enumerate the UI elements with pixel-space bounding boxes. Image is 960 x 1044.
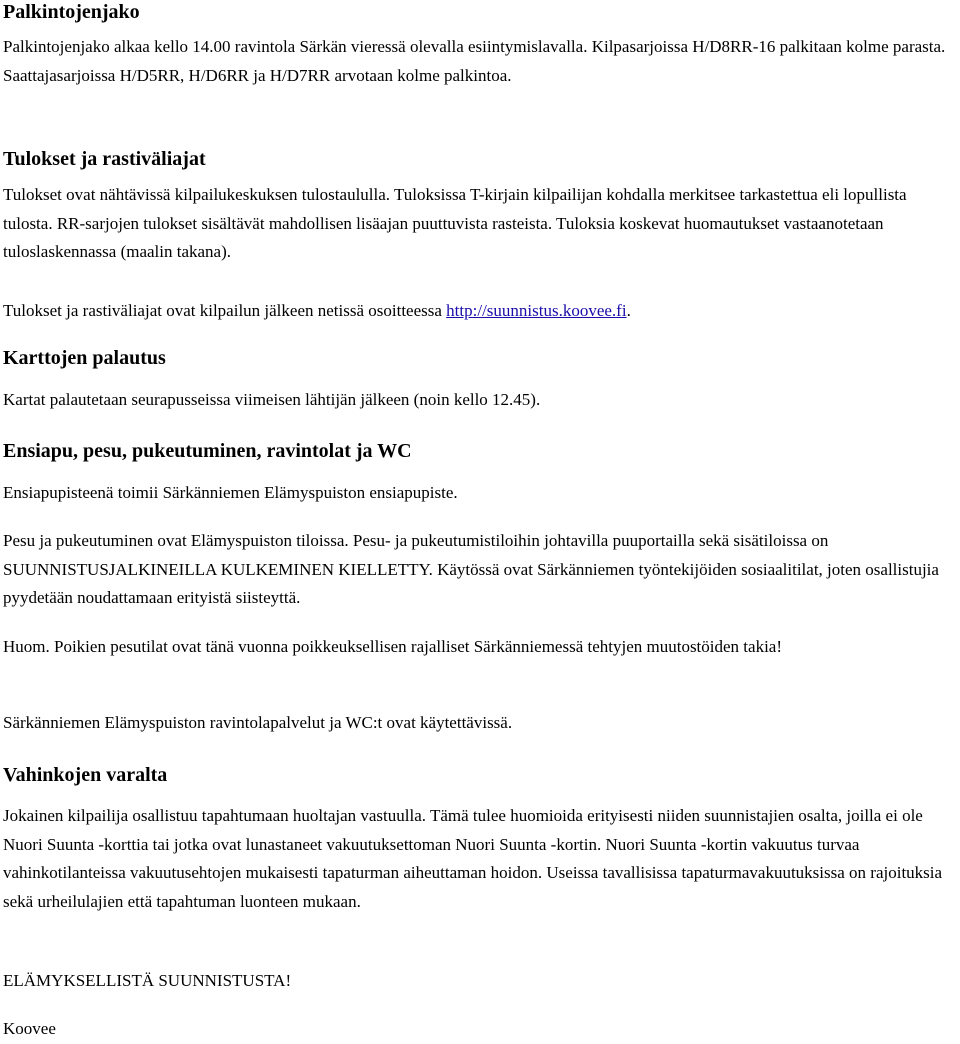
paragraph-ensiapu-2: Pesu ja pukeutuminen ovat Elämyspuiston tiloissa. Pesu- ja pukeutumistiloihin johtavilla puuportailla sekä sisätiloissa on SUUNNISTUSJALKINEILLA KULKEMINEN KIELLETTY. Käytössä ovat Särkänniemen työntekijöiden sosiaalitilat, joten osallistujia pyydetään noudattamaan erityistä siisteyttä. [3, 531, 939, 607]
heading-palkintojenjako: Palkintojenjako [3, 1, 140, 23]
paragraph-ensiapu-1: Ensiapupisteenä toimii Särkänniemen Elämyspuiston ensiapupiste. [3, 483, 458, 502]
paragraph-ensiapu-3: Huom. Poikien pesutilat ovat tänä vuonna poikkeuksellisen rajalliset Särkänniemessä tehtyjen muutostöiden takia! [3, 637, 782, 656]
paragraph-karttojen: Kartat palautetaan seurapusseissa viimeisen lähtijän jälkeen (noin kello 12.45). [3, 390, 541, 409]
closing-text: ELÄMYKSELLISTÄ SUUNNISTUSTA! [3, 971, 292, 990]
paragraph-tulokset: Tulokset ovat nähtävissä kilpailukeskuksen tulostaululla. Tuloksissa T-kirjain kilpailijan kohdalla merkitsee tarkastettua eli lopullista tulosta. RR-sarjojen tulokset sisältävät mahdollisen lisäajan puuttuvista rasteista. Tuloksia koskevat huomautukset vastaanotetaan tuloslaskennassa (maalin takana). [3, 185, 907, 261]
heading-ensiapu: Ensiapu, pesu, pukeutuminen, ravintolat ja WC [3, 440, 412, 462]
results-link[interactable]: http://suunnistus.koovee.fi [446, 301, 627, 320]
paragraph-vahinkojen: Jokainen kilpailija osallistuu tapahtumaan huoltajan vastuulla. Tämä tulee huomioida erityisesti niiden suunnistajien osalta, joilla ei ole Nuori Suunta -korttia tai jotka ovat lunastaneet vakuutuksettoman Nuori Suunta -kortin. Nuori Suunta -kortin vakuutus turvaa vahinkotilanteissa vakuutusehtojen mukaisesti tapaturman aiheuttaman hoidon. Useissa tavallisissa tapaturmavakuutuksissa on rajoituksia sekä urheilulajien että tapahtuman luonteen mukaan. [3, 806, 943, 911]
heading-vahinkojen: Vahinkojen varalta [3, 764, 168, 786]
paragraph-palkintojenjako: Palkintojenjako alkaa kello 14.00 ravintola Särkän vieressä olevalla esiintymislavalla. Kilpasarjoissa H/D8RR-16 palkitaan kolme parasta. Saattajasarjoissa H/D5RR, H/D6RR ja H/D7RR arvotaan kolme palkintoa. [3, 37, 946, 85]
link-suffix-text: . [626, 301, 631, 320]
paragraph-ensiapu-4: Särkänniemen Elämyspuiston ravintolapalvelut ja WC:t ovat käytettävissä. [3, 713, 513, 732]
paragraph-tulokset-link [3, 297, 955, 326]
link-prefix-text: Tulokset ja rastiväliajat ovat kilpailun jälkeen netissä osoitteessa [3, 301, 447, 320]
signature-text: Koovee [3, 1019, 56, 1038]
heading-karttojen: Karttojen palautus [3, 347, 166, 369]
heading-tulokset: Tulokset ja rastiväliajat [3, 148, 206, 170]
